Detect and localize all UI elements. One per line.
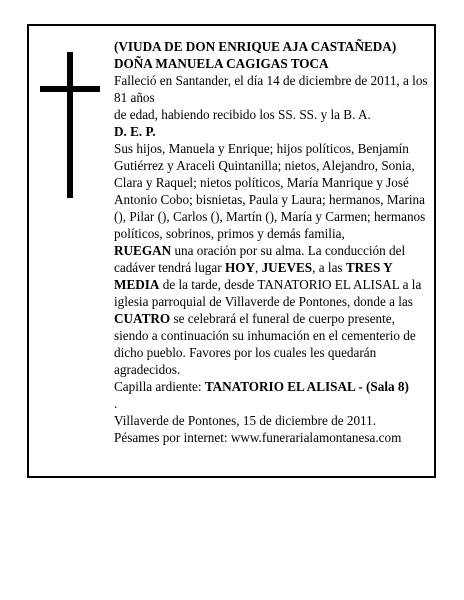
tres-y-media-word: TRES Y MEDIA <box>114 260 393 292</box>
widow-line: (VIUDA DE DON ENRIQUE AJA CASTAÑEDA) <box>114 39 397 54</box>
dep-line: D. E. P. <box>114 124 156 139</box>
cross-horizontal-bar <box>40 86 100 92</box>
death-info-line1: Falleció en Santander, el día 14 de diciembre de 2011, a los 81 años <box>114 73 428 105</box>
cross-vertical-bar <box>67 52 73 198</box>
condolences-line: Pésames por internet: www.funerarialamontanesa.com <box>114 430 402 445</box>
cuatro-word: CUATRO <box>114 311 171 326</box>
deceased-name: DOÑA MANUELA CAGIGAS TOCA <box>114 56 329 71</box>
chapel-line: Capilla ardiente: TANATORIO EL ALISAL - (Sala 8) . <box>114 379 409 411</box>
place-date: Villaverde de Pontones, 15 de diciembre de 2011. <box>114 413 377 428</box>
ruegan-word: RUEGAN <box>114 243 172 258</box>
jueves-word: JUEVES <box>261 260 313 275</box>
cross-icon <box>40 52 100 198</box>
funeral-request: RUEGAN una oración por su alma. La conducción del cadáver tendrá lugar HOY, JUEVES, a las TRES Y MEDIA de la tarde, desde TANATORIO EL ALISAL a la iglesia parroquial de Villaverde de Pontones, donde a las CUATRO se celebrará el funeral de cuerpo presente, siendo a continuación su inhumación en el cementerio de dicho pueblo. Favores por los cuales les quedarán agradecidos. <box>114 243 422 377</box>
hoy-word: HOY <box>224 260 255 275</box>
obituary-text <box>114 38 428 446</box>
chapel-place: TANATORIO EL ALISAL - (Sala 8) <box>204 379 409 394</box>
death-info-line2: de edad, habiendo recibido los SS. SS. y la B. A. <box>114 107 371 122</box>
family-list: Sus hijos, Manuela y Enrique; hijos políticos, Benjamín Gutiérrez y Araceli Quintanilla; nietos, Alejandro, Sonia, Clara y Raquel; nietos políticos, María Manrique y José Antonio Cobo; bisnietas, Paula y Laura; hermanos, Marina (), Pilar (), Carlos (), Martín (), María y Carmen; hermanos políticos, sobrinos, primos y demás familia, <box>114 141 426 241</box>
